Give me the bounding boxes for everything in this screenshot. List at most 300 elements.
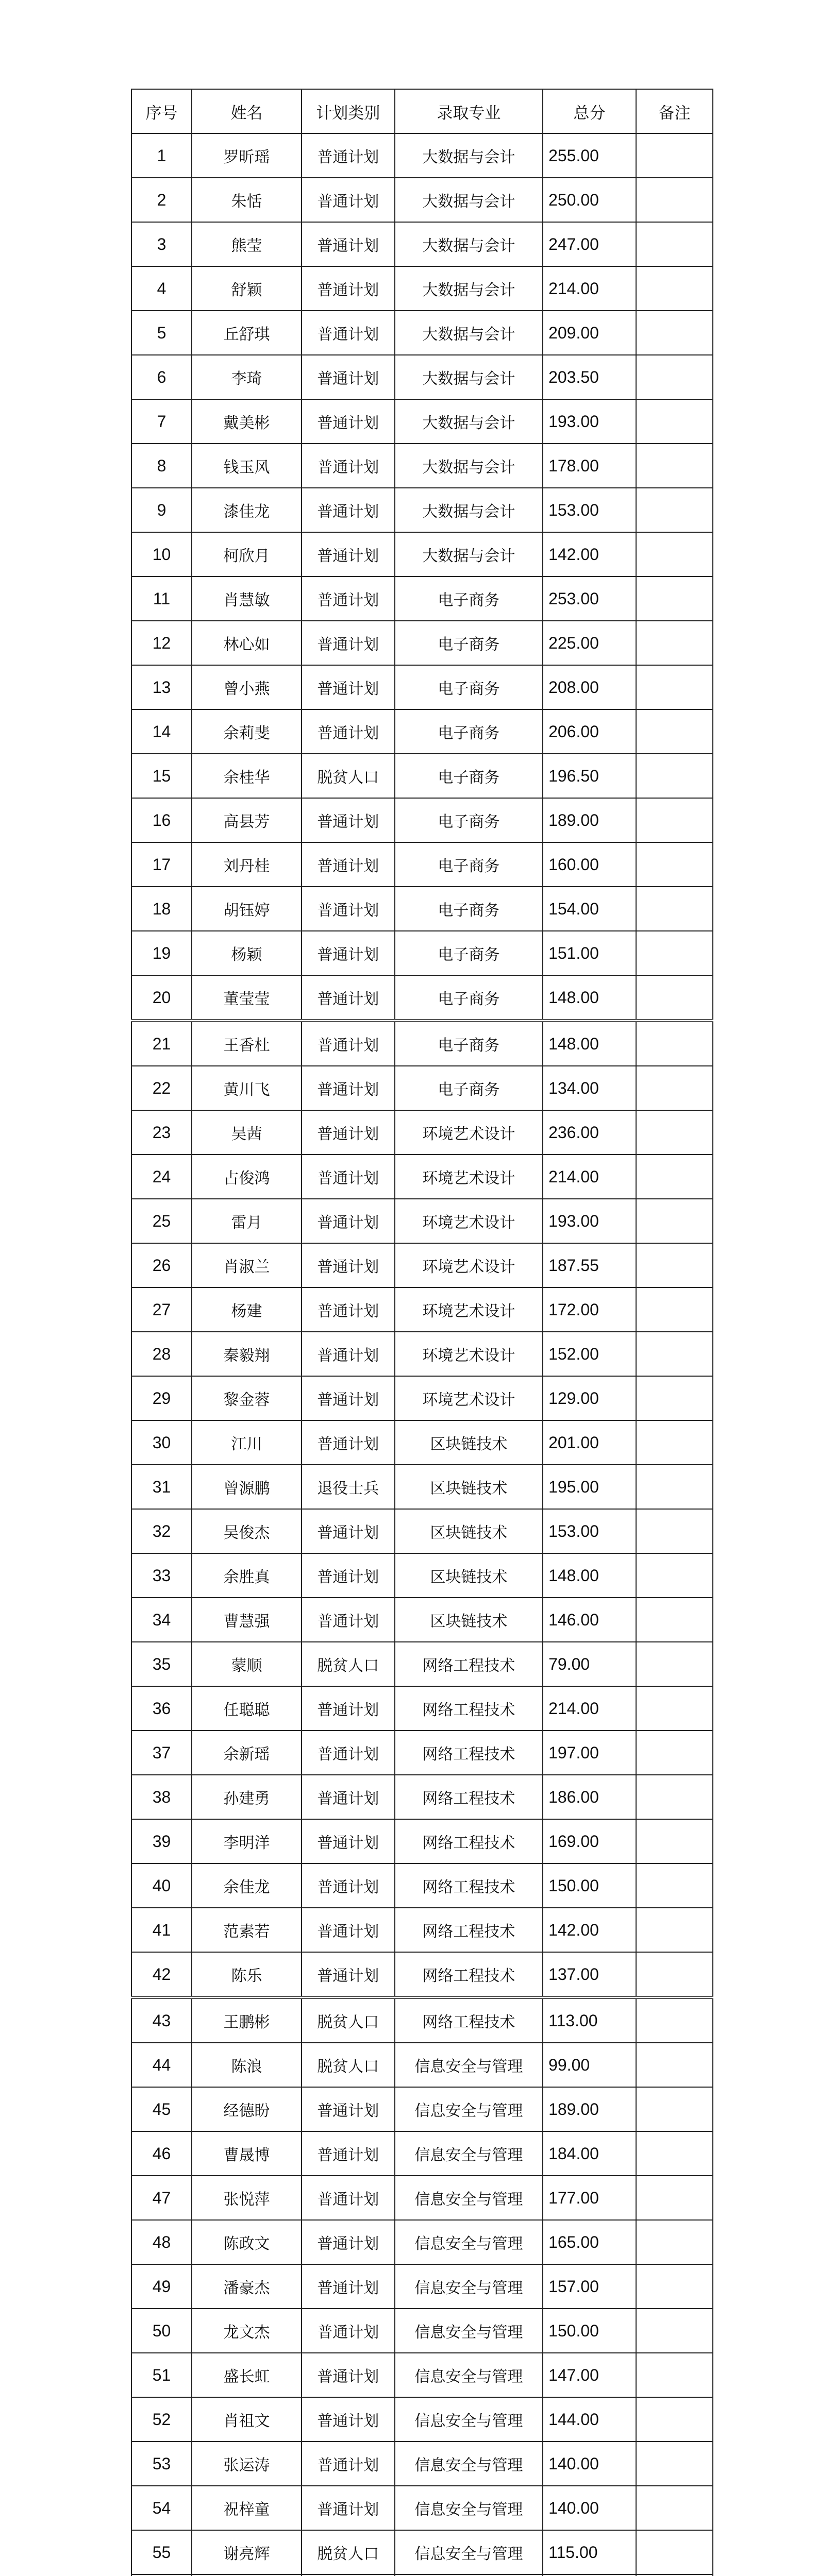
row-score: 160.00 [543,842,636,887]
row-score: 177.00 [543,2176,636,2220]
row-plan: 普通计划 [302,2486,395,2530]
row-seq: 42 [131,1952,192,1997]
row-plan: 普通计划 [302,2309,395,2353]
table-row [131,1819,713,1863]
row-major: 区块链技术 [395,1553,543,1598]
row-score: 178.00 [543,444,636,488]
row-seq: 24 [131,1155,192,1199]
row-score: 184.00 [543,2131,636,2176]
table-row [131,1731,713,1775]
row-seq: 41 [131,1908,192,1952]
row-name: 高县芳 [192,798,302,842]
row-seq: 7 [131,399,192,444]
row-plan: 脱贫人口 [302,754,395,798]
row-score: 193.00 [543,399,636,444]
row-note [636,1243,713,1287]
row-name: 漆佳龙 [192,488,302,532]
table-row [131,2397,713,2442]
row-plan: 普通计划 [302,665,395,709]
row-seq: 38 [131,1775,192,1819]
row-note [636,621,713,665]
row-note [636,1598,713,1642]
row-score: 115.00 [543,2530,636,2574]
row-name: 盛长虹 [192,2353,302,2397]
admission-table [131,89,713,2576]
row-major: 大数据与会计 [395,355,543,399]
row-note [636,2530,713,2574]
row-major: 信息安全与管理 [395,2264,543,2309]
table-row [131,311,713,355]
row-major: 信息安全与管理 [395,2309,543,2353]
row-plan: 普通计划 [302,2220,395,2264]
row-note [636,1420,713,1465]
row-note [636,2353,713,2397]
row-plan: 普通计划 [302,1066,395,1110]
row-major: 信息安全与管理 [395,2176,543,2220]
table-row [131,1863,713,1908]
row-seq: 54 [131,2486,192,2530]
table-row [131,2530,713,2574]
row-name: 曾小燕 [192,665,302,709]
row-major: 网络工程技术 [395,1775,543,1819]
row-plan: 普通计划 [302,1775,395,1819]
row-name: 钱玉风 [192,444,302,488]
row-seq: 8 [131,444,192,488]
header-major: 录取专业 [395,89,543,133]
row-major: 信息安全与管理 [395,2131,543,2176]
row-seq: 3 [131,222,192,266]
row-major: 网络工程技术 [395,1997,543,2043]
row-plan: 普通计划 [302,2442,395,2486]
row-score: 201.00 [543,1420,636,1465]
row-major: 网络工程技术 [395,1952,543,1997]
row-score: 153.00 [543,488,636,532]
row-seq: 48 [131,2220,192,2264]
row-note [636,1686,713,1731]
row-score: 225.00 [543,621,636,665]
row-score: 140.00 [543,2486,636,2530]
row-note [636,2043,713,2087]
row-plan: 脱贫人口 [302,2530,395,2574]
row-seq: 52 [131,2397,192,2442]
row-name: 肖慧敏 [192,577,302,621]
row-note [636,1642,713,1686]
row-note [636,1952,713,1997]
row-name: 黄川飞 [192,1066,302,1110]
row-note [636,2176,713,2220]
row-name: 龙文杰 [192,2309,302,2353]
row-name: 吴茜 [192,1110,302,1155]
table-row [131,178,713,222]
row-score: 150.00 [543,1863,636,1908]
row-score: 157.00 [543,2264,636,2309]
row-major: 大数据与会计 [395,444,543,488]
header-name: 姓名 [192,89,302,133]
row-note [636,1332,713,1376]
row-score: 142.00 [543,532,636,577]
row-name: 潘豪杰 [192,2264,302,2309]
row-plan: 普通计划 [302,1021,395,1066]
row-major: 环境艺术设计 [395,1155,543,1199]
row-plan: 普通计划 [302,1952,395,1997]
row-seq: 26 [131,1243,192,1287]
row-score: 187.55 [543,1243,636,1287]
row-plan: 普通计划 [302,355,395,399]
row-score: 186.00 [543,1775,636,1819]
table-row [131,665,713,709]
row-note [636,178,713,222]
row-seq: 31 [131,1465,192,1509]
row-plan: 普通计划 [302,133,395,178]
row-major: 环境艺术设计 [395,1332,543,1376]
row-seq: 29 [131,1376,192,1420]
row-name: 占俊鸿 [192,1155,302,1199]
table-row [131,1553,713,1598]
row-plan: 普通计划 [302,222,395,266]
row-score: 134.00 [543,1066,636,1110]
row-name: 陈政文 [192,2220,302,2264]
row-score: 172.00 [543,1287,636,1332]
row-seq: 20 [131,975,192,1021]
row-name: 任聪聪 [192,1686,302,1731]
row-major: 大数据与会计 [395,222,543,266]
table-row [131,2131,713,2176]
header-note: 备注 [636,89,713,133]
row-plan: 脱贫人口 [302,1642,395,1686]
row-major: 电子商务 [395,798,543,842]
table-row [131,399,713,444]
row-major: 网络工程技术 [395,1686,543,1731]
row-seq: 14 [131,709,192,754]
header-score: 总分 [543,89,636,133]
row-seq: 23 [131,1110,192,1155]
row-seq: 27 [131,1287,192,1332]
row-score: 209.00 [543,311,636,355]
row-seq: 13 [131,665,192,709]
table-row [131,931,713,975]
row-note [636,1066,713,1110]
row-note [636,355,713,399]
row-name: 曹晟博 [192,2131,302,2176]
table-row [131,1686,713,1731]
row-name: 戴美彬 [192,399,302,444]
row-seq: 1 [131,133,192,178]
row-score: 154.00 [543,887,636,931]
row-seq: 55 [131,2530,192,2574]
row-major: 大数据与会计 [395,266,543,311]
row-plan: 普通计划 [302,709,395,754]
table-row [131,1287,713,1332]
table-row [131,532,713,577]
table-row [131,1420,713,1465]
row-score: 196.50 [543,754,636,798]
row-seq: 16 [131,798,192,842]
row-name: 曹慧强 [192,1598,302,1642]
row-name: 蒙顺 [192,1642,302,1686]
row-score: 169.00 [543,1819,636,1863]
row-name: 张运涛 [192,2442,302,2486]
row-score: 253.00 [543,577,636,621]
table-row [131,1952,713,1997]
row-major: 电子商务 [395,1021,543,1066]
row-note [636,2087,713,2131]
row-score: 140.00 [543,2442,636,2486]
row-name: 王香杜 [192,1021,302,1066]
table-row [131,1775,713,1819]
row-name: 谢亮辉 [192,2530,302,2574]
row-seq: 6 [131,355,192,399]
table-row [131,1997,713,2043]
row-major: 网络工程技术 [395,1731,543,1775]
row-seq: 25 [131,1199,192,1243]
row-seq: 49 [131,2264,192,2309]
row-score: 247.00 [543,222,636,266]
table-row [131,2220,713,2264]
row-name: 刘丹桂 [192,842,302,887]
row-plan: 普通计划 [302,1908,395,1952]
table-row [131,1155,713,1199]
row-plan: 普通计划 [302,1199,395,1243]
table-row [131,842,713,887]
row-score: 195.00 [543,1465,636,1509]
row-seq: 28 [131,1332,192,1376]
header-plan: 计划类别 [302,89,395,133]
row-seq: 22 [131,1066,192,1110]
row-seq: 44 [131,2043,192,2087]
table-row [131,444,713,488]
row-note [636,1908,713,1952]
row-major: 电子商务 [395,665,543,709]
row-plan: 普通计划 [302,1287,395,1332]
row-score: 153.00 [543,1509,636,1553]
row-score: 151.00 [543,931,636,975]
row-note [636,222,713,266]
row-score: 99.00 [543,2043,636,2087]
row-score: 255.00 [543,133,636,178]
row-major: 大数据与会计 [395,311,543,355]
row-name: 雷月 [192,1199,302,1243]
row-note [636,842,713,887]
row-name: 胡钰婷 [192,887,302,931]
row-seq: 11 [131,577,192,621]
row-major: 信息安全与管理 [395,2353,543,2397]
row-major: 区块链技术 [395,1509,543,1553]
row-name: 李琦 [192,355,302,399]
row-plan: 普通计划 [302,931,395,975]
row-note [636,1021,713,1066]
row-major: 网络工程技术 [395,1642,543,1686]
row-note [636,2220,713,2264]
row-note [636,532,713,577]
row-name: 余新瑶 [192,1731,302,1775]
table-row [131,1243,713,1287]
table-row [131,2176,713,2220]
row-major: 电子商务 [395,1066,543,1110]
table-row [131,577,713,621]
row-major: 信息安全与管理 [395,2442,543,2486]
row-plan: 普通计划 [302,532,395,577]
row-plan: 普通计划 [302,1509,395,1553]
row-plan: 普通计划 [302,444,395,488]
row-name: 余莉斐 [192,709,302,754]
table-row [131,2264,713,2309]
table-row [131,1465,713,1509]
table-row [131,621,713,665]
row-major: 电子商务 [395,887,543,931]
row-plan: 普通计划 [302,178,395,222]
row-major: 电子商务 [395,577,543,621]
row-seq: 37 [131,1731,192,1775]
row-note [636,2264,713,2309]
row-note [636,1376,713,1420]
row-plan: 普通计划 [302,1376,395,1420]
table-row [131,1110,713,1155]
row-score: 236.00 [543,1110,636,1155]
row-name: 王鹏彬 [192,1997,302,2043]
row-seq: 43 [131,1997,192,2043]
row-score: 214.00 [543,266,636,311]
row-score: 208.00 [543,665,636,709]
table-row [131,1021,713,1066]
row-seq: 32 [131,1509,192,1553]
row-note [636,887,713,931]
row-major: 环境艺术设计 [395,1287,543,1332]
row-major: 信息安全与管理 [395,2087,543,2131]
row-major: 网络工程技术 [395,1863,543,1908]
table-row [131,1066,713,1110]
row-note [636,133,713,178]
row-score: 144.00 [543,2397,636,2442]
row-score: 142.00 [543,1908,636,1952]
table-row [131,754,713,798]
row-plan: 普通计划 [302,2397,395,2442]
row-note [636,1997,713,2043]
row-plan: 普通计划 [302,577,395,621]
row-score: 214.00 [543,1686,636,1731]
row-note [636,266,713,311]
row-major: 信息安全与管理 [395,2220,543,2264]
table-row [131,1642,713,1686]
row-note [636,709,713,754]
table-row [131,2309,713,2353]
row-plan: 普通计划 [302,2353,395,2397]
row-major: 电子商务 [395,709,543,754]
row-seq: 4 [131,266,192,311]
row-seq: 46 [131,2131,192,2176]
row-plan: 脱贫人口 [302,2043,395,2087]
table-row [131,975,713,1021]
row-seq: 47 [131,2176,192,2220]
row-major: 信息安全与管理 [395,2043,543,2087]
row-name: 林心如 [192,621,302,665]
table-row [131,355,713,399]
row-major: 环境艺术设计 [395,1243,543,1287]
row-note [636,754,713,798]
row-score: 113.00 [543,1997,636,2043]
row-name: 熊莹 [192,222,302,266]
row-name: 陈浪 [192,2043,302,2087]
row-plan: 退役士兵 [302,1465,395,1509]
row-score: 148.00 [543,1553,636,1598]
row-score: 250.00 [543,178,636,222]
row-major: 环境艺术设计 [395,1376,543,1420]
row-seq: 9 [131,488,192,532]
row-score: 129.00 [543,1376,636,1420]
row-name: 李明洋 [192,1819,302,1863]
row-score: 148.00 [543,1021,636,1066]
row-seq: 53 [131,2442,192,2486]
row-major: 电子商务 [395,931,543,975]
table-row [131,2087,713,2131]
row-seq: 35 [131,1642,192,1686]
row-note [636,1509,713,1553]
row-major: 大数据与会计 [395,133,543,178]
row-note [636,931,713,975]
row-plan: 普通计划 [302,1819,395,1863]
row-note [636,444,713,488]
row-seq: 36 [131,1686,192,1731]
row-major: 环境艺术设计 [395,1110,543,1155]
row-plan: 普通计划 [302,311,395,355]
row-plan: 普通计划 [302,1598,395,1642]
row-note [636,1465,713,1509]
row-seq: 34 [131,1598,192,1642]
row-plan: 普通计划 [302,1332,395,1376]
row-note [636,2309,713,2353]
row-note [636,1199,713,1243]
row-score: 137.00 [543,1952,636,1997]
row-major: 网络工程技术 [395,1908,543,1952]
row-score: 147.00 [543,2353,636,2397]
row-seq: 5 [131,311,192,355]
row-score: 197.00 [543,1731,636,1775]
row-score: 206.00 [543,709,636,754]
table-row [131,798,713,842]
row-name: 黎金蓉 [192,1376,302,1420]
row-score: 150.00 [543,2309,636,2353]
row-seq: 45 [131,2087,192,2131]
row-note [636,2442,713,2486]
row-score: 189.00 [543,798,636,842]
header-row [131,89,713,133]
row-note [636,311,713,355]
row-major: 电子商务 [395,621,543,665]
row-name: 陈乐 [192,1952,302,1997]
table-row [131,2043,713,2087]
row-plan: 普通计划 [302,399,395,444]
row-note [636,798,713,842]
row-plan: 普通计划 [302,1686,395,1731]
row-seq: 50 [131,2309,192,2353]
row-plan: 脱贫人口 [302,1997,395,2043]
row-name: 柯欣月 [192,532,302,577]
row-note [636,1155,713,1199]
row-note [636,1110,713,1155]
row-name: 祝梓童 [192,2486,302,2530]
admission-list-sheet [131,89,713,2576]
table-row [131,2353,713,2397]
row-plan: 普通计划 [302,2176,395,2220]
row-note [636,1287,713,1332]
row-name: 丘舒琪 [192,311,302,355]
row-name: 余桂华 [192,754,302,798]
row-note [636,1731,713,1775]
row-plan: 普通计划 [302,1243,395,1287]
row-plan: 普通计划 [302,1863,395,1908]
table-row [131,709,713,754]
row-seq: 10 [131,532,192,577]
row-plan: 普通计划 [302,798,395,842]
